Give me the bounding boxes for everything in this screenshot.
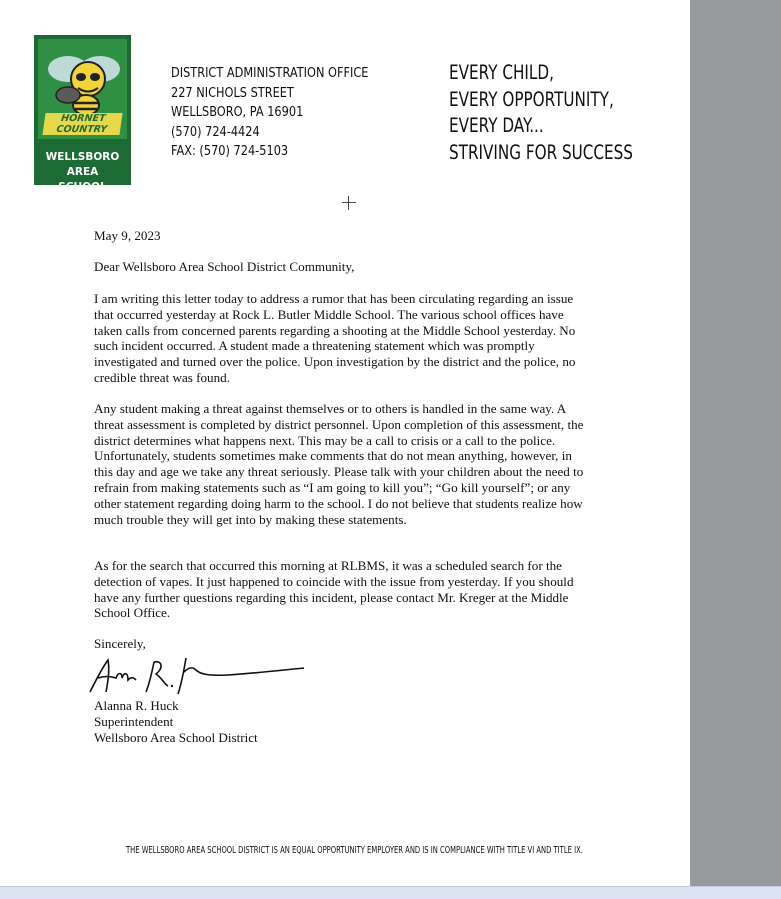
- motto-line: STRIVING FOR SUCCESS: [449, 140, 633, 164]
- address-line: DISTRICT ADMINISTRATION OFFICE: [171, 66, 369, 81]
- motto-line: EVERY CHILD,: [449, 61, 554, 84]
- signer-name: Alanna R. Huck: [94, 698, 179, 713]
- viewer-side-panel: [690, 0, 781, 886]
- district-motto: [449, 60, 633, 166]
- letter-paragraph: Any student making a threat against themselves or to others is handled in the same way. A threat assessment is completed by district personnel. Upon completion of this assessment, the district determines what happens next. This may be a call to crisis or a call to the police. Unfortunately, students sometimes make comments that do not mean anything, however, in this day and age we take any threat seriously. Please talk with your children about the need to refrain from making statements such as “I am going to kill you”; “Go kill yourself”; or any other statement regarding doing harm to the school. I do not believe that students realize how much trouble they will get into by making these statements.: [94, 401, 584, 527]
- signer-title: Superintendent: [94, 713, 174, 729]
- address-line: 227 NICHOLS STREET: [171, 85, 294, 101]
- office-address: [171, 64, 368, 162]
- district-logo: [34, 35, 131, 208]
- motto-line: EVERY DAY...: [449, 114, 544, 137]
- crosshair-cursor-icon: [342, 196, 356, 210]
- signer-block: [94, 698, 258, 745]
- letter-salutation: Dear Wellsboro Area School District Community,: [94, 259, 355, 274]
- signer-organization: Wellsboro Area School District: [94, 729, 258, 745]
- address-line: WELLSBORO, PA 16901: [171, 105, 304, 120]
- letter-paragraph: I am writing this letter today to address a rumor that has been circulating regarding an issue that occurred yesterday at Rock L. Butler Middle School. The various school offices have taken calls from concerned parents regarding a shooting at the Middle School yesterday. No such incident occurred. A student made a threatening statement which was promptly investigated and turned over the police. Upon investigation by the district and the police, no credible threat was found.: [94, 291, 576, 385]
- viewer-bottom-bar: [0, 886, 781, 899]
- logo-caption-line: WELLSBORO AREA: [45, 151, 120, 178]
- logo-banner: HORNET COUNTRY: [42, 113, 122, 135]
- fax-line: FAX: (570) 724-5103: [171, 144, 289, 159]
- logo-caption-line: SCHOOL DISTRICT: [55, 181, 110, 208]
- handwritten-signature: [88, 650, 308, 698]
- letter-paragraph: As for the search that occurred this morning at RLBMS, it was a scheduled search for the detection of vapes. It just happened to coincide with the issue from yesterday. If you should have any further questions regarding this incident, please contact Mr. Kreger at the Middle School Office.: [94, 558, 574, 621]
- letter-closing: Sincerely,: [94, 636, 146, 651]
- phone-line: (570) 724-4424: [171, 124, 260, 140]
- motto-line: EVERY OPPORTUNITY,: [449, 87, 614, 111]
- logo-caption: [34, 150, 131, 210]
- letter-date: May 9, 2023: [94, 228, 161, 243]
- footer-notice: THE WELLSBORO AREA SCHOOL DISTRICT IS AN EQUAL OPPORTUNITY EMPLOYER AND IS IN COMPLIANCE WITH TITLE VI AND TITLE IX.: [126, 845, 583, 856]
